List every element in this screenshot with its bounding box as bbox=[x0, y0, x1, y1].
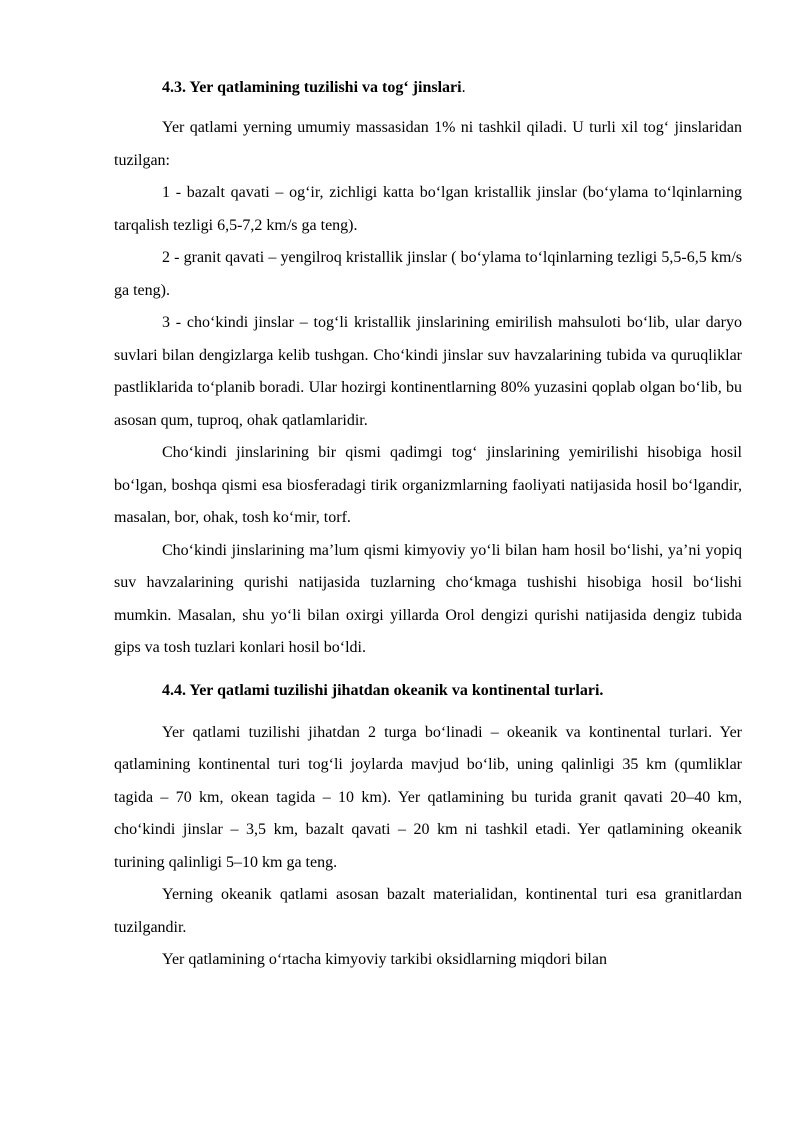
section-heading-period: . bbox=[461, 79, 466, 96]
section-heading-4-4: 4.4. Yer qatlami tuzilishi jihatdan okeanik va kontinental turlari. bbox=[162, 681, 604, 699]
paragraph: 1 - bazalt qavati – og‘ir, zichligi katta bo‘lgan kristallik jinslar (bo‘ylama to‘lqinlarning tarqalish tezligi 6,5-7,2 km/s ga teng). bbox=[114, 184, 742, 234]
paragraph: 2 - granit qavati – yengilroq kristallik jinslar ( bo‘ylama to‘lqinlarning tezligi 5,5-6,5 km/s ga teng). bbox=[114, 249, 742, 299]
paragraph: Yerning okeanik qatlami asosan bazalt materialidan, kontinental turi esa granitlardan tuzilgandir. bbox=[114, 886, 742, 936]
paragraph: Yer qatlami yerning umumiy massasidan 1% ni tashkil qiladi. U turli xil tog‘ jinslaridan tuzilgan: bbox=[114, 119, 742, 169]
paragraph: Cho‘kindi jinslarining ma’lum qismi kimyoviy yo‘li bilan ham hosil bo‘lishi, ya’ni yopiq suv havzalarining qurishi natijasida tuzlarning cho‘kmaga tushishi hisobiga hosil bo‘lishi mumkin. Masalan, shu yo‘li bilan oxirgi yillarda Orol dengizi qurishi natijasida dengiz tubida gips va tosh tuzlari konlari hosil bo‘ldi. bbox=[114, 541, 742, 656]
document-body bbox=[114, 72, 742, 977]
paragraph: Yer qatlami tuzilishi jihatdan 2 turga bo‘linadi – okeanik va kontinental turlari. Yer qatlamining kontinental turi tog‘li joylarda mavjud bo‘lib, uning qalinligi 35 km (qumliklar tagida – 70 km, okean tagida – 10 km). Yer qatlamining bu turida granit qavati 20–40 km, cho‘kindi jinslar – 3,5 km, bazalt qavati – 20 km ni tashkil etadi. Yer qatlamining okeanik turining qalinligi 5–10 km ga teng. bbox=[114, 723, 742, 871]
paragraph: Yer qatlamining o‘rtacha kimyoviy tarkibi oksidlarning miqdori bilan bbox=[162, 951, 607, 968]
paragraph: Cho‘kindi jinslarining bir qismi qadimgi tog‘ jinslarining yemirilishi hisobiga hosil bo‘lgan, boshqa qismi esa biosferadagi tirik organizmlarning faoliyati natijasida hosil bo‘lgandir, masalan, bor, ohak, tosh ko‘mir, torf. bbox=[114, 444, 742, 526]
section-heading-text: 4.3. Yer qatlamining tuzilishi va tog‘ jinslari bbox=[162, 79, 462, 96]
section-heading-4-3 bbox=[114, 72, 742, 104]
paragraph: 3 - cho‘kindi jinslar – tog‘li kristallik jinslarining emirilish mahsuloti bo‘lib, ular daryo suvlari bilan dengizlarga kelib tushgan. Cho‘kindi jinslar suv havzalarining tubida va quruqliklar pastliklarida to‘planib boradi. Ular hozirgi kontinentlarning 80% yuzasini qoplab olgan bo‘lib, bu asosan qum, tuproq, ohak qatlamlaridir. bbox=[114, 314, 742, 429]
